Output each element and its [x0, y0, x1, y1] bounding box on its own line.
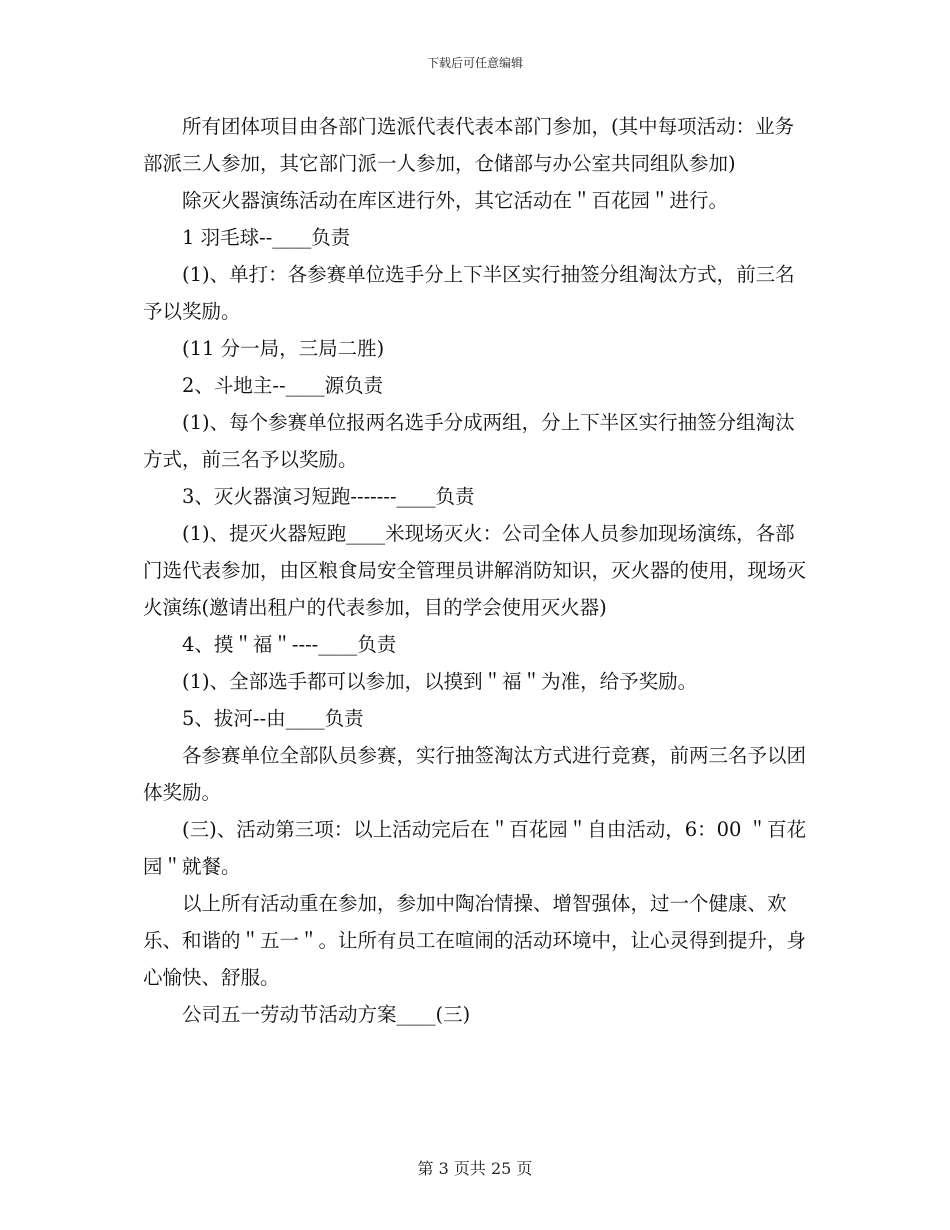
- paragraph-team-events: 所有团体项目由各部门选派代表代表本部门参加，(其中每项活动：业务部派三人参加，其它部门派一人参加，仓储部与办公室共同组队参加): [143, 115, 795, 175]
- heading-doudizhu: 2、斗地主--____源负责: [182, 374, 384, 397]
- paragraph-extinguisher-rules: (1)、提灭火器短跑____米现场灭火：公司全体人员参加现场演练，各部门选代表参加，由区粮食局安全管理员讲解消防知识，灭火器的使用，现场灭火演练(邀请出租户的代表参加，目的学会使用灭火器): [143, 522, 807, 619]
- paragraph-tug-of-war-rules: 各参赛单位全部队员参赛，实行抽签淘汰方式进行竞赛，前两三名予以团体奖励。: [143, 744, 807, 804]
- document-body: [143, 108, 813, 1033]
- heading-extinguisher-drill: 3、灭火器演习短跑-------____负责: [182, 485, 475, 508]
- paragraph-venue: 除灭火器演练活动在库区进行外，其它活动在＂百花园＂进行。: [182, 189, 729, 212]
- paragraph-touch-fu-rules: (1)、全部选手都可以参加，以摸到＂福＂为准，给予奖励。: [182, 670, 698, 693]
- heading-touch-fu: 4、摸＂福＂----____负责: [182, 633, 397, 656]
- paragraph-summary: 以上所有活动重在参加，参加中陶冶情操、增智强体，过一个健康、欢乐、和谐的＂五一＂。让所有员工在喧闹的活动环境中，让心灵得到提升，身心愉快、舒服。: [143, 892, 807, 989]
- heading-tug-of-war: 5、拔河--由____负责: [182, 707, 364, 730]
- page-footer: 第 3 页共 25 页: [417, 1159, 533, 1178]
- heading-plan-three: 公司五一劳动节活动方案____(三): [182, 1003, 471, 1026]
- heading-badminton: 1 羽毛球--____负责: [182, 226, 351, 249]
- paragraph-badminton-singles: (1)、单打：各参赛单位选手分上下半区实行抽签分组淘汰方式，前三名予以奖励。: [143, 263, 795, 323]
- paragraph-doudizhu-rules: (1)、每个参赛单位报两名选手分成两组，分上下半区实行抽签分组淘汰方式，前三名予以奖励。: [143, 411, 795, 471]
- page-header: 下载后可任意编辑: [426, 56, 523, 70]
- paragraph-activity-three: (三)、活动第三项：以上活动完后在＂百花园＂自由活动，6：00 ＂百花园＂就餐。: [143, 818, 807, 878]
- paragraph-badminton-scoring: (11 分一局，三局二胜): [182, 337, 385, 360]
